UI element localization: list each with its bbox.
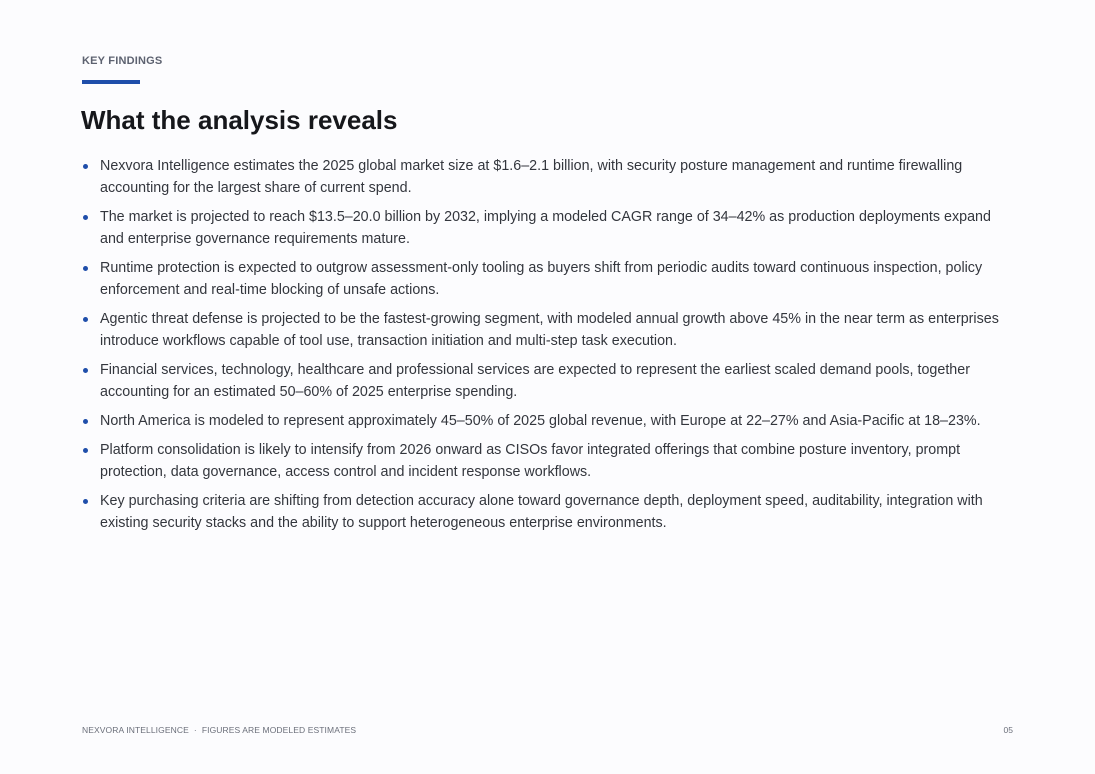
finding-item (82, 439, 1012, 484)
bullet-icon (83, 317, 88, 322)
finding-text: Financial services, technology, healthcare and professional services are expected to represent the earliest scaled demand pools, together accounting for an estimated 50–60% of 2025 enterprise spending. (100, 361, 970, 401)
finding-text: Key purchasing criteria are shifting from detection accuracy alone toward governance depth, deployment speed, auditability, integration with existing security stacks and the ability to support heterogeneous enterprise environments. (100, 492, 983, 531)
page-title: What the analysis reveals (81, 105, 398, 135)
finding-text: North America is modeled to represent approximately 45–50% of 2025 global revenue, with Europe at 22–27% and Asia-Pacific at 18–23%. (100, 412, 981, 429)
footer-brand: NEXVORA INTELLIGENCE (82, 725, 189, 735)
finding-text: Runtime protection is expected to outgrow assessment-only tooling as buyers shift from periodic audits toward continuous inspection, policy enforcement and real-time blocking of unsafe actions. (100, 259, 983, 299)
bullet-icon (83, 448, 88, 453)
finding-item (82, 359, 1012, 404)
finding-item (82, 308, 1012, 353)
section-eyebrow: KEY FINDINGS (82, 55, 163, 67)
page-number: 05 (1003, 725, 1013, 735)
finding-text: Nexvora Intelligence estimates the 2025 global market size at $1.6–2.1 billion, with security posture management and runtime firewalling accounting for the largest share of current spend. (100, 158, 963, 197)
bullet-icon (83, 368, 88, 373)
footer-note: FIGURES ARE MODELED ESTIMATES (201, 725, 357, 735)
findings-list (82, 155, 1012, 541)
accent-bar (82, 80, 140, 84)
finding-text: Platform consolidation is likely to intensify from 2026 onward as CISOs favor integrated offerings that combine posture inventory, prompt protection, data governance, access control and incident response workflows. (100, 441, 961, 480)
footer-caption (82, 725, 356, 735)
finding-item (82, 410, 1012, 432)
finding-item (82, 490, 1012, 535)
finding-item (82, 206, 1012, 251)
bullet-icon (83, 499, 88, 504)
finding-item (82, 155, 1012, 200)
finding-item (82, 257, 1012, 302)
bullet-icon (83, 164, 88, 169)
finding-text: The market is projected to reach $13.5–20.0 billion by 2032, implying a modeled CAGR range of 34–42% as production deployments expand and enterprise governance requirements mature. (100, 208, 991, 248)
bullet-icon (83, 419, 88, 424)
bullet-icon (83, 215, 88, 220)
finding-text: Agentic threat defense is projected to be the fastest-growing segment, with modeled annual growth above 45% in the near term as enterprises introduce workflows capable of tool use, transaction initiation and multi-step task execution. (100, 310, 999, 350)
bullet-icon (83, 266, 88, 271)
footer-separator: · (193, 725, 197, 735)
